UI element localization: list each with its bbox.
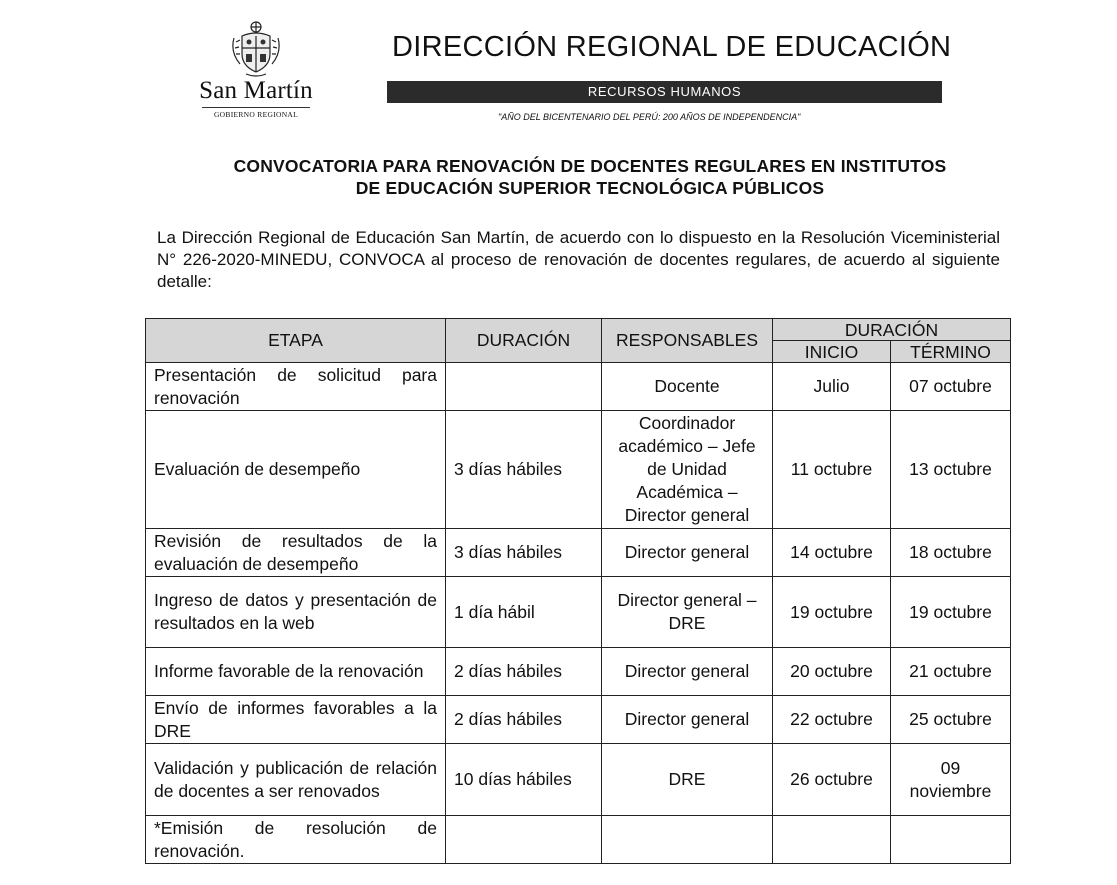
regional-logo [190,18,322,119]
cell-termino [891,816,1011,864]
cell-responsables: Director general [602,648,773,696]
institution-title: DIRECCIÓN REGIONAL DE EDUCACIÓN [392,31,952,63]
cell-duracion: 1 día hábil [446,577,602,648]
cell-duracion [446,363,602,411]
table-row [146,816,1011,864]
header-inicio: INICIO [773,341,891,363]
cell-duracion: 2 días hábiles [446,648,602,696]
cell-etapa: Ingreso de datos y presentación de resultados en la web [146,577,446,648]
document-title-line2: DE EDUCACIÓN SUPERIOR TECNOLÓGICA PÚBLICOS [355,178,825,198]
table-row [146,411,1011,529]
cell-termino: 21 octubre [891,648,1011,696]
cell-inicio: 20 octubre [773,648,891,696]
intro-paragraph: La Dirección Regional de Educación San Martín, de acuerdo con lo dispuesto en la Resolución Viceministerial N° 226-2020-MINEDU, CONVOCA al proceso de renovación de docentes regulares, de acuerdo al siguiente detalle: [157,228,1000,291]
cell-etapa: Envío de informes favorables a la DRE [146,696,446,744]
header-duracion: DURACIÓN [446,319,602,363]
cell-duracion: 3 días hábiles [446,529,602,577]
cell-etapa: *Emisión de resolución de renovación. [146,816,446,864]
cell-etapa: Presentación de solicitud para renovación [146,363,446,411]
document-title-line1: CONVOCATORIA PARA RENOVACIÓN DE DOCENTES REGULARES EN INSTITUTOS [233,156,947,176]
cell-inicio: 26 octubre [773,744,891,816]
cell-duracion: 3 días hábiles [446,411,602,529]
cell-inicio: 22 octubre [773,696,891,744]
cell-duracion: 10 días hábiles [446,744,602,816]
cell-responsables: DRE [602,744,773,816]
table-row [146,744,1011,816]
cell-etapa: Informe favorable de la renovación [146,648,446,696]
cell-termino: 19 octubre [891,577,1011,648]
cell-duracion [446,816,602,864]
cell-inicio: 19 octubre [773,577,891,648]
table-row [146,529,1011,577]
document-title [100,155,1080,199]
header-etapa: ETAPA [146,319,446,363]
cell-inicio [773,816,891,864]
table-row [146,363,1011,411]
cell-termino: 18 octubre [891,529,1011,577]
table-row [146,696,1011,744]
logo-name: San Martín [199,77,313,104]
cell-responsables: Director general – DRE [602,577,773,648]
year-motto: "AÑO DEL BICENTENARIO DEL PERÚ: 200 AÑOS DE INDEPENDENCIA" [498,112,801,122]
cell-termino: 09 noviembre [891,744,1011,816]
logo-subtitle: GOBIERNO REGIONAL [202,107,310,119]
cell-responsables: Docente [602,363,773,411]
table-row [146,577,1011,648]
coat-of-arms-icon [226,18,286,78]
cell-etapa: Validación y publicación de relación de docentes a ser renovados [146,744,446,816]
cell-responsables: Coordinador académico – Jefe de Unidad Académica – Director general [602,411,773,529]
cell-inicio: 14 octubre [773,529,891,577]
cell-inicio: 11 octubre [773,411,891,529]
cell-duracion: 2 días hábiles [446,696,602,744]
cell-responsables: Director general [602,529,773,577]
schedule-table [145,318,1011,864]
cell-inicio: Julio [773,363,891,411]
cell-etapa: Revisión de resultados de la evaluación de desempeño [146,529,446,577]
cell-termino: 07 octubre [891,363,1011,411]
header-duracion-group: DURACIÓN [773,319,1011,341]
department-banner: RECURSOS HUMANOS [387,81,942,103]
table-row [146,648,1011,696]
cell-responsables: Director general [602,696,773,744]
cell-etapa: Evaluación de desempeño [146,411,446,529]
cell-termino: 25 octubre [891,696,1011,744]
cell-termino: 13 octubre [891,411,1011,529]
header-termino: TÉRMINO [891,341,1011,363]
header-responsables: RESPONSABLES [602,319,773,363]
cell-responsables [602,816,773,864]
